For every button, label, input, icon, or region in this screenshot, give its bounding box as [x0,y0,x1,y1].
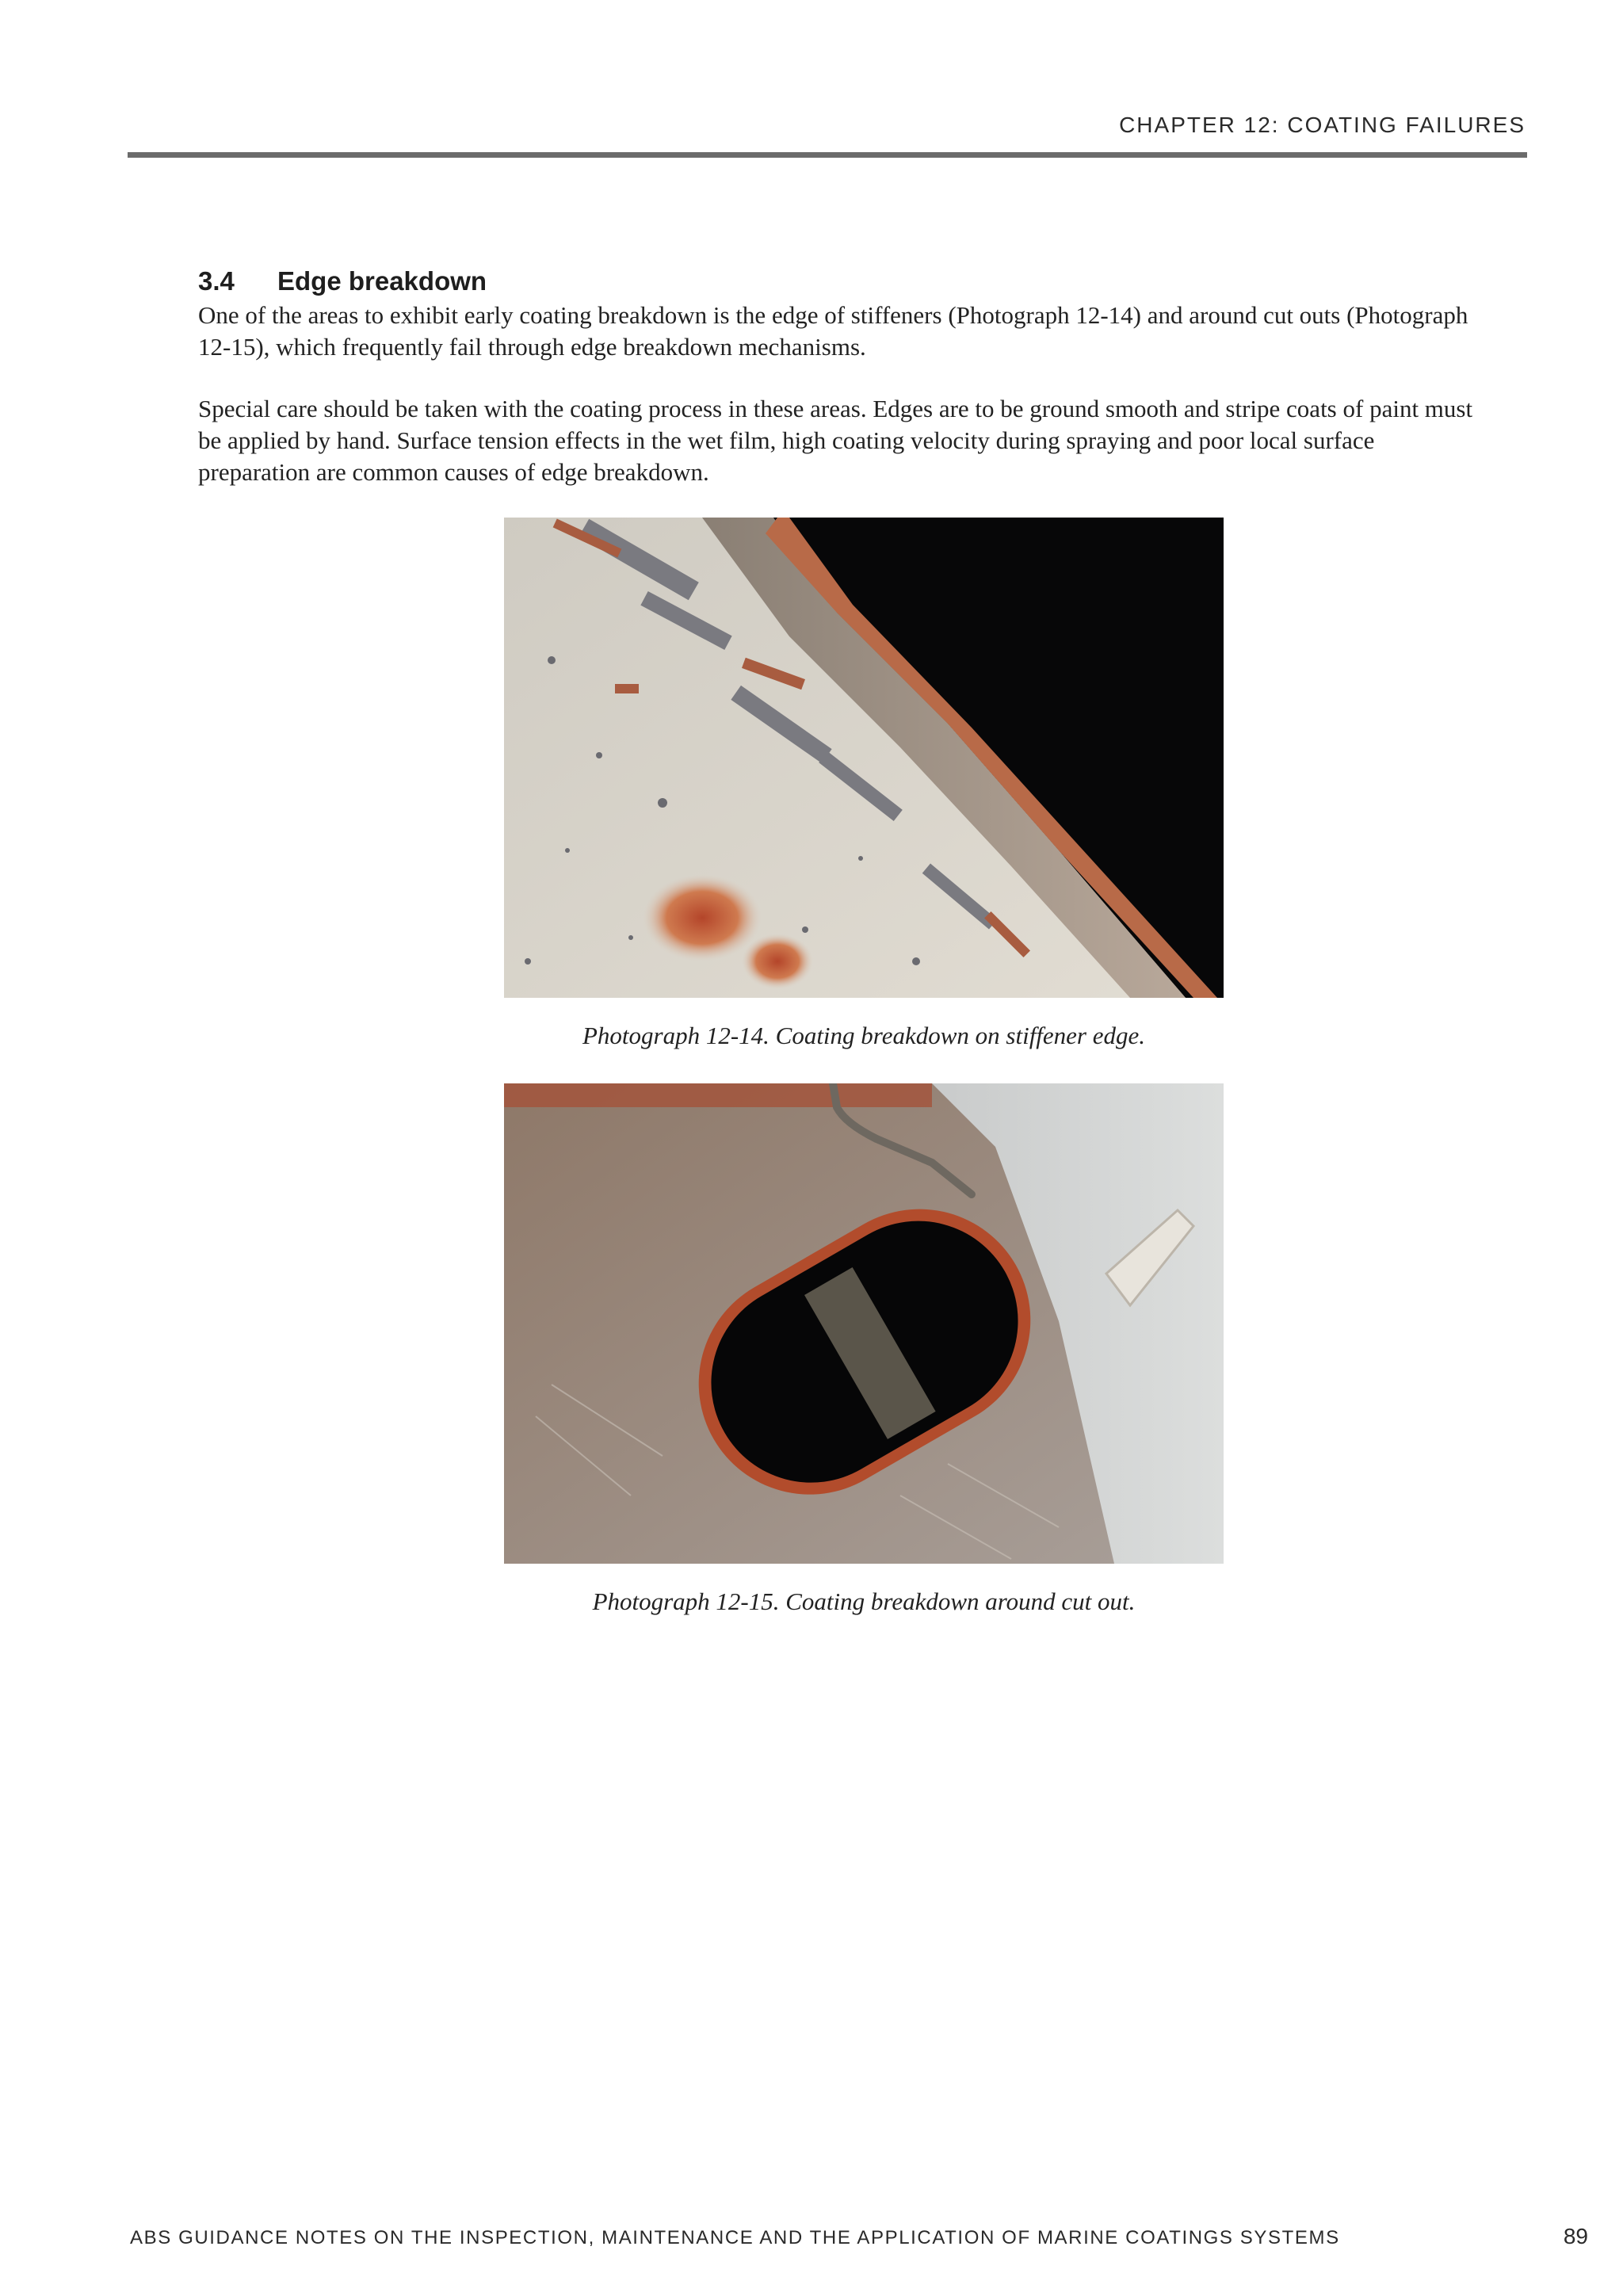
section-heading [198,266,487,296]
cut-out-photo [504,1083,1224,1564]
figure-cut-out [504,1083,1224,1616]
figure-stiffener-edge [504,518,1224,1050]
section-number: 3.4 [198,266,235,296]
footer-publication-title: ABS GUIDANCE NOTES ON THE INSPECTION, MAINTENANCE AND THE APPLICATION OF MARINE COATINGS SYSTEMS [130,2227,1340,2248]
figure-caption: Photograph 12-15. Coating breakdown around cut out. [592,1587,1136,1615]
running-header: CHAPTER 12: COATING FAILURES [1119,113,1526,137]
page-number: 89 [1563,2224,1588,2248]
body-paragraph: One of the areas to exhibit early coating breakdown is the edge of stiffeners (Photograph 12-14) and around cut outs (Photograph 12-15), which frequently fail through edge breakdown mechanisms. [198,301,1468,361]
figure-caption: Photograph 12-14. Coating breakdown on stiffener edge. [582,1022,1146,1049]
stiffener-edge-photo [504,518,1224,998]
header-rule [128,152,1527,158]
section-title: Edge breakdown [277,266,487,296]
body-paragraph: Special care should be taken with the coating process in these areas. Edges are to be ground smooth and stripe coats of paint must be applied by hand. Surface tension effects in the wet film, high coating velocity during spraying and poor local surface preparation are common causes of edge breakdown. [198,395,1473,486]
